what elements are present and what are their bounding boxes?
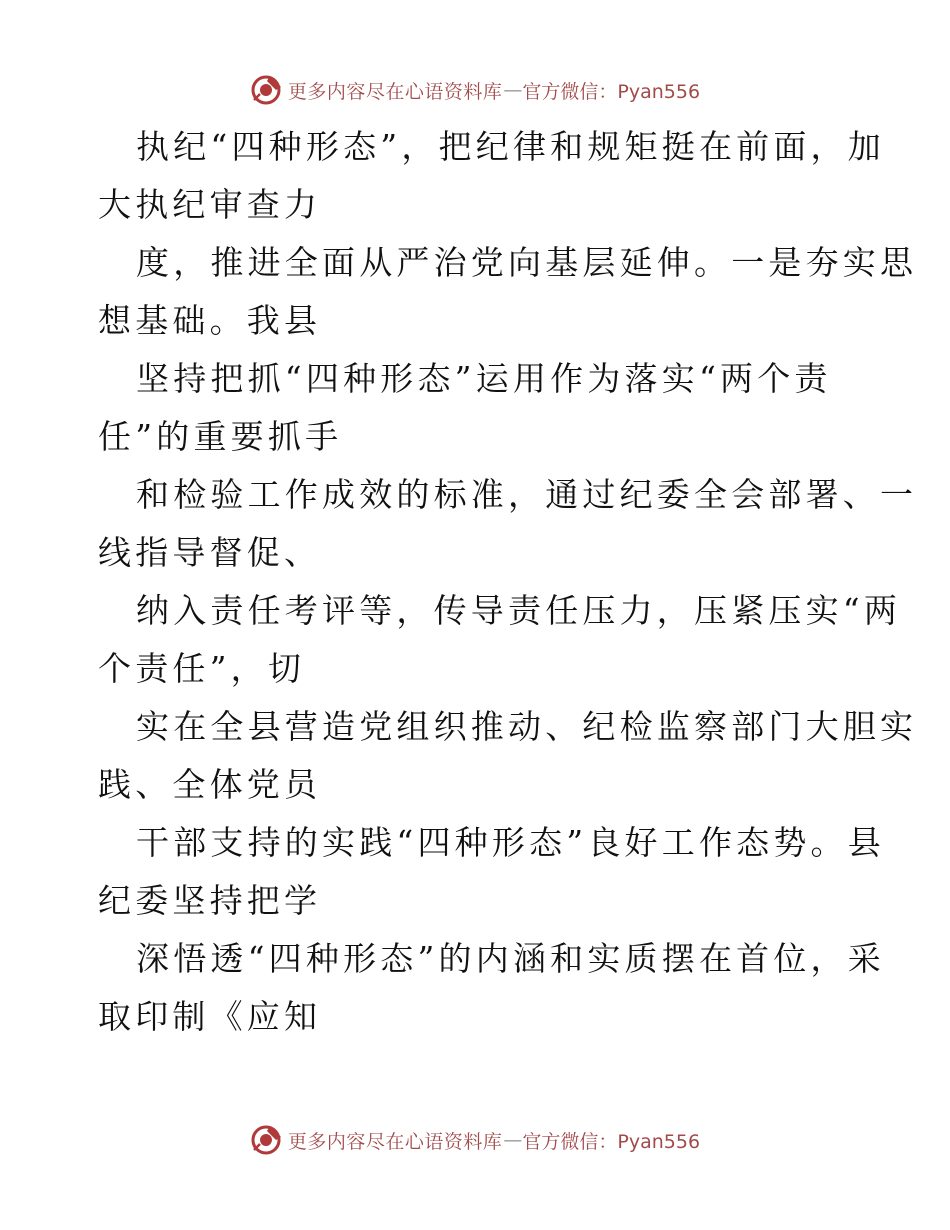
paragraph-line: 取印制《应知 (98, 997, 322, 1036)
paragraph-line: 执纪“四种形态”，把纪律和规矩挺在前面，加 (136, 127, 885, 166)
paragraph-line: 和检验工作成效的标准，通过纪委全会部署、一 (136, 475, 918, 514)
paragraph-line: 线指导督促、 (98, 533, 322, 572)
paragraph-line: 践、全体党员 (98, 765, 322, 804)
paragraph-line: 度，推进全面从严治党向基层延伸。一是夯实思 (136, 243, 918, 282)
header-banner (0, 70, 950, 110)
banner-separator: — (503, 79, 523, 101)
paragraph-line: 深悟透“四种形态”的内涵和实质摆在首位，采 (136, 939, 885, 978)
paragraph-line: 实在全县营造党组织推动、纪检监察部门大胆实 (136, 707, 918, 746)
banner-contact: 官方微信：Pyan556 (522, 1130, 701, 1153)
paragraph-line: 纪委坚持把学 (98, 881, 322, 920)
banner-text: 更多内容尽在心语资料库 (287, 80, 503, 103)
pen-logo-icon (250, 73, 284, 107)
paragraph-line: 想基础。我县 (98, 301, 322, 340)
banner-separator: — (503, 1129, 523, 1151)
banner-contact: 官方微信：Pyan556 (522, 80, 701, 103)
paragraph-line: 纳入责任考评等，传导责任压力，压紧压实“两 (136, 591, 902, 630)
footer-banner (0, 1120, 950, 1160)
banner-text: 更多内容尽在心语资料库 (287, 1130, 503, 1153)
pen-logo-icon (250, 1123, 284, 1157)
paragraph-line: 个责任”，切 (98, 649, 306, 688)
paragraph-line: 任”的重要抓手 (98, 417, 343, 456)
paragraph-line: 坚持把抓“四种形态”运用作为落实“两个责 (136, 359, 832, 398)
paragraph-line: 干部支持的实践“四种形态”良好工作态势。县 (136, 823, 885, 862)
paragraph-line: 大执纪审查力 (98, 185, 322, 224)
